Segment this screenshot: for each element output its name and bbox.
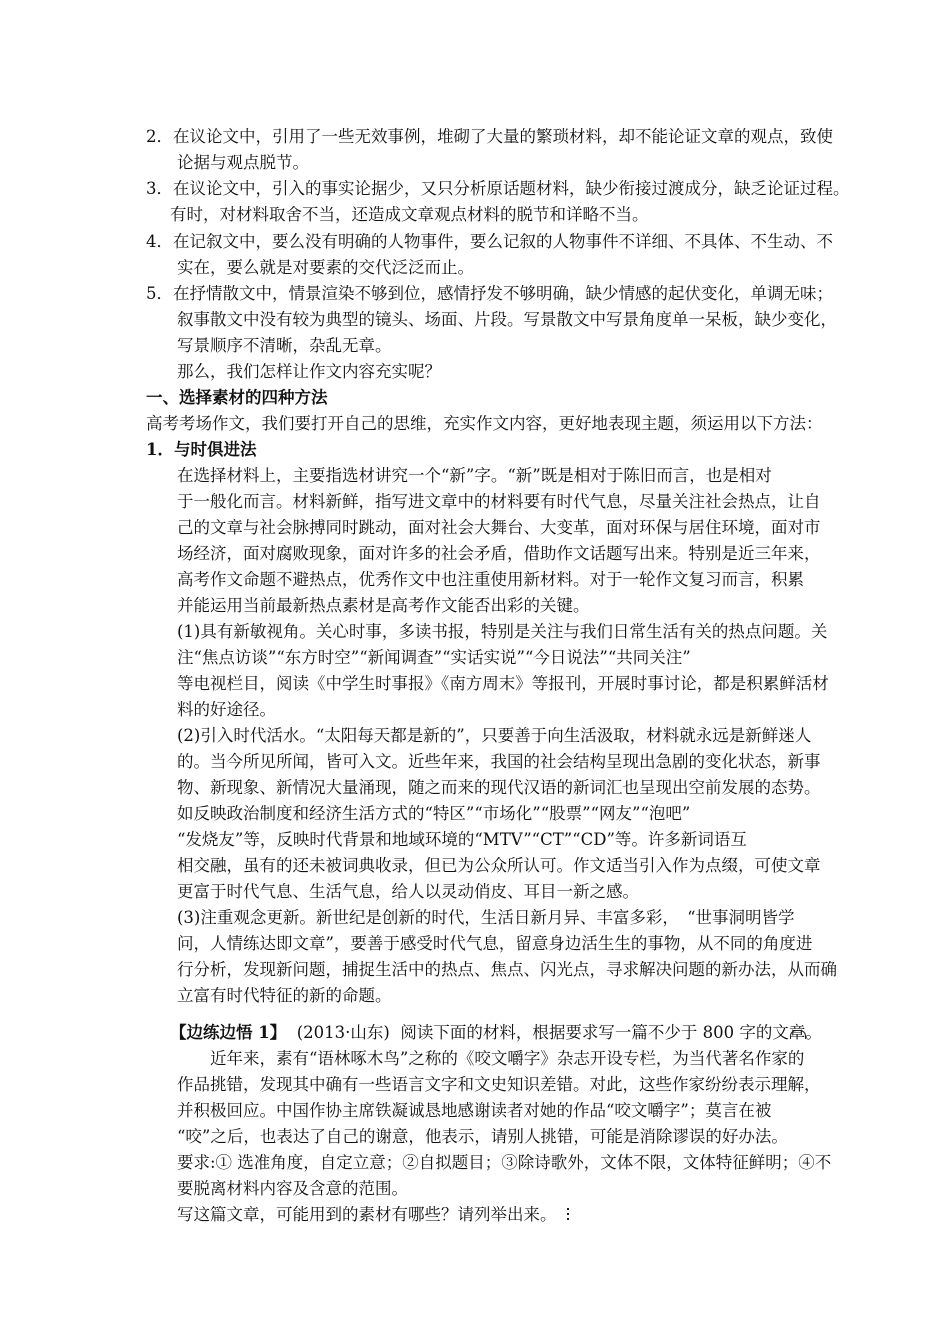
point-1-line: (1)具有新敏视角。关心时事，多读书报，特别是关注与我们日常生活有关的热点问题。关 [177, 622, 828, 641]
point-2-line: “发烧友”等，反映时代背景和地域环境的“MTV”“CT”“CD”等。许多新词语互 [177, 830, 747, 849]
method-para-line: 在选择材料上，主要指选材讲究一个“新”字。“新”既是相对于陈旧而言，也是相对 [177, 466, 772, 485]
point-3-line: 问，人情练达即文章”，要善于感受时代气息，留意身边活生生的事物，从不同的角度进 [177, 934, 813, 953]
point-2-line: 的。当今所见所闻，皆可入文。近些年来，我国的社会结构呈现出急剧的变化状态，新事 [177, 752, 821, 771]
method-para-line: 场经济，面对腐败现象，面对许多的社会矛盾，借助作文话题写出来。特别是近三年来， [177, 544, 821, 563]
problem-2-line-2: 论据与观点脱节。 [177, 153, 309, 172]
method-para-line: 高考作文命题不避热点，优秀作文中也注重使用新材料。对于一轮作文复习而言，积累 [177, 570, 804, 589]
point-2-line: 物、新现象、新情况大量涌现，随之而来的现代汉语的新词汇也呈现出空前发展的态势。 [177, 778, 821, 797]
problem-5-line-3: 写景顺序不清晰，杂乱无章。 [177, 336, 392, 355]
material-line: 作品挑错，发现其中确有一些语言文字和文史知识差错。对此，这些作家纷纷表示理解， [177, 1075, 821, 1094]
problem-3-line-1: 3．在议论文中，引入的事实论据少，又只分析原话题材料，缺少衔接过渡成分，缺乏论证过程。 [146, 179, 850, 198]
method-para-line: 并能运用当前最新热点素材是高考作文能否出彩的关键。 [177, 596, 590, 615]
material-line: 并积极回应。中国作协主席铁凝诚恳地感谢读者对她的作品“咬文嚼字”；莫言在被 [177, 1101, 772, 1120]
point-2-line: (2)引入时代活水。“太阳每天都是新的”，只要善于向生活汲取，材料就永远是新鲜迷人 [177, 726, 812, 745]
transition-question: 那么，我们怎样让作文内容充实呢？ [177, 362, 441, 381]
exercise-prompt: 阅读下面的材料，根据要求写一篇不少于 800 字的文章。 [400, 1023, 822, 1042]
problem-5-line-1: 5．在抒情散文中，情景渲染不够到位，感情抒发不够明确，缺少情感的起伏变化，单调无味； [146, 284, 833, 303]
point-1-line: 料的好途径。 [177, 700, 276, 719]
point-2-line: 如反映政治制度和经济生活方式的“特区”“市场化”“股票”“网友”“泡吧” [177, 804, 691, 823]
material-line: 近年来，素有“语林啄木鸟”之称的《咬文嚼字》杂志开设专栏，为当代著名作家的 [210, 1049, 805, 1068]
material-line: “咬”之后，也表达了自己的谢意，他表示，请别人挑错，可能是消除谬误的好办法。 [177, 1127, 788, 1146]
method-title: 1．与时俱进法 [146, 440, 257, 459]
exercise-header [170, 1020, 822, 1046]
point-1-line: 注“焦点访谈”“东方时空”“新闻调查”“实话实说”“今日说法”“共同关注” [177, 648, 691, 667]
requirements-line: 要脱离材料内容及含意的范围。 [177, 1179, 408, 1198]
problem-3-line-2: 有时，对材料取舍不当，还造成文章观点材料的脱节和详略不当。 [170, 205, 649, 224]
exercise-label: 【边练边悟 1】 [170, 1023, 287, 1042]
method-para-line: 己的文章与社会脉搏同时跳动，面对社会大舞台、大变革，面对环保与居住环境，面对市 [177, 518, 821, 537]
point-3-line: (3)注重观念更新。新世纪是创新的时代，生活日新月异、丰富多彩， “世事洞明皆学 [177, 908, 795, 927]
problem-5-line-2: 叙事散文中没有较为典型的镜头、场面、片段。写景散文中写景角度单一呆板，缺少变化， [177, 310, 837, 329]
exercise-source: (2013·山东) [296, 1023, 390, 1042]
edit-marker-icon [790, 1030, 806, 1039]
section-title: 一、选择素材的四种方法 [146, 388, 328, 407]
ellipsis-marker-icon [566, 1208, 570, 1222]
final-question: 写这篇文章，可能用到的素材有哪些？请列举出来。 [177, 1205, 557, 1224]
problem-4-line-2: 实在，要么就是对要素的交代泛泛而止。 [177, 258, 474, 277]
problem-4-line-1: 4．在记叙文中，要么没有明确的人物事件，要么记叙的人物事件不详细、不具体、不生动、不 [146, 232, 833, 251]
requirements-line: 要求:① 选准角度，自定立意；②自拟题目；③除诗歌外，文体不限，文体特征鲜明；④不 [177, 1153, 832, 1172]
problem-2-line-1: 2．在议论文中，引用了一些无效事例，堆砌了大量的繁琐材料，却不能论证文章的观点，致使 [146, 127, 833, 146]
point-3-line: 立富有时代特征的新的命题。 [177, 986, 392, 1005]
point-2-line: 相交融，虽有的还未被词典收录，但已为公众所认可。作文适当引入作为点缀，可使文章 [177, 856, 821, 875]
method-para-line: 于一般化而言。材料新鲜，指写进文章中的材料要有时代气息，尽量关注社会热点，让自 [177, 492, 821, 511]
point-3-line: 行分析，发现新问题，捕捉生活中的热点、焦点、闪光点，寻求解决问题的新办法，从而确 [177, 960, 837, 979]
section-intro: 高考考场作文，我们要打开自己的思维，充实作文内容，更好地表现主题，须运用以下方法： [146, 414, 823, 433]
point-1-line: 等电视栏目，阅读《中学生时事报》《南方周末》等报刊，开展时事讨论，都是积累鲜活材 [177, 674, 829, 693]
point-2-line: 更富于时代气息、生活气息，给人以灵动俏皮、耳目一新之感。 [177, 882, 639, 901]
